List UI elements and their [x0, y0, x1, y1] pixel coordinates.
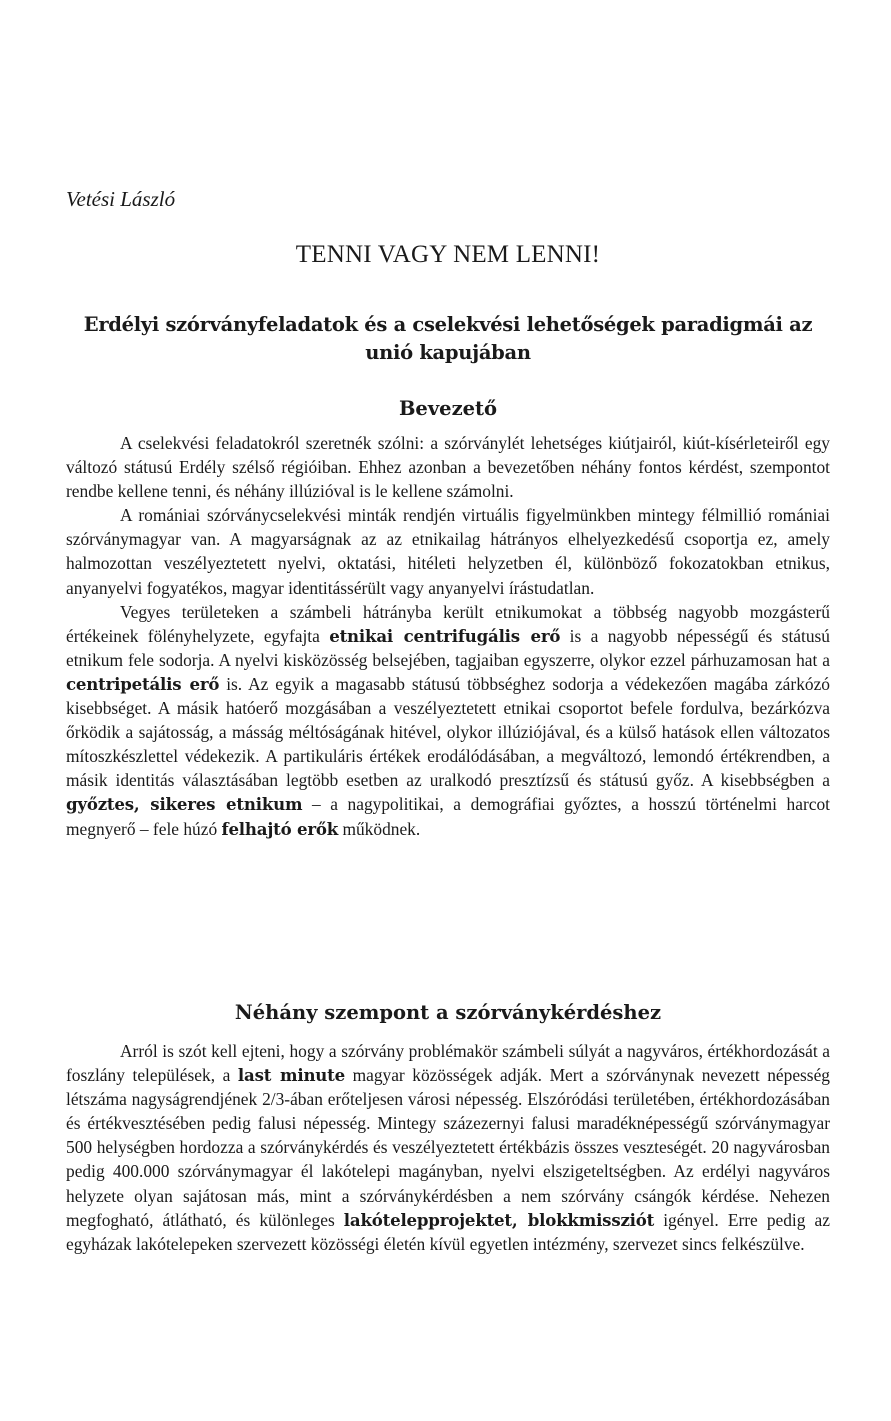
emphasized-term: last minute — [237, 1065, 345, 1086]
text-run: is. Az egyik a magasabb státusú többséghez sodorja a védekezően magába zárkózó kisebbséget. A másik hatóerő mozgásában a veszélyeztetett etnikai csoportot befele fordulva, bezárkózva őrködik a sajátosság, a másság méltóságának hitével, olykor illúziójával, és a külső hatások ellen változatos mítoszkészlettel védekezik. A partikuláris értékek erodálódásában, a megváltozó, lemondó értékrendben, a másik identitás választásában legtöbb esetben az uralkodó presztízsű és státusú győz. A kisebbségben a — [66, 673, 830, 791]
text-run: A cselekvési feladatokról szeretnék szólni: a szórványlét lehetséges kiútjairól, kiút-kísérleteiről egy változó státusú Erdély szélső régióiban. Ehhez azonban a bevezetőben néhány fontos kérdést, szempontot rendbe kellene tenni, és néhány illúzióval is le kellene számolni. — [66, 433, 830, 502]
emphasized-term: győztes, sikeres etnikum — [66, 794, 303, 815]
text-run: – a nagypolitikai, a demográfiai győztes, a hosszú történelmi harcot megnyerő – fele húzó — [66, 794, 830, 839]
text-run: igényel. Erre pedig az egyházak lakótelepeken szervezett közösségi életén kívül egyetlen intézmény, szervezet sincs felkészülve. — [66, 1209, 830, 1254]
author-name: Vetési László — [66, 187, 176, 211]
emphasized-term: lakótelepprojektet, blokkmissziót — [343, 1209, 655, 1230]
text-run: Vegyes területeken a számbeli hátrányba került etnikumokat a többség nagyobb mozgásterű értékeinek fölényhelyzete, egyfajta — [66, 601, 830, 646]
text-run: is a nagyobb népességű és státusú etnikum fele sodorja. A nyelvi kisközösség belsejében, tagjaiban egyszerre, olykor ezzel párhuzamosan hat a — [66, 625, 830, 670]
text-run: magyar közösségek adják. Mert a szórványnak nevezett népesség létszáma nagyságrendjének 2/3-ában erőteljesen városi népesség. Elszóródási területében, értékhordozásában és értékvesztésében pedig falusi népesség. Mintegy százezernyi falusi maradéknépességű szórványmagyar 500 helységben hordozza a szórványkérdés és veszélyeztetett értékbázis összes veszteségét. 20 nagyvárosban pedig 400.000 szórványmagyar él lakótelepi magányban, nyelvi elszigeteltségben. Az erdélyi nagyváros helyzete olyan sajátosan más, mint a szórványkérdésben a nem szórvány csángók kérdése. Nehezen megfogható, átlátható, és különleges — [66, 1065, 830, 1230]
emphasized-term: felhajtó erők — [221, 818, 339, 839]
paragraph — [66, 600, 830, 841]
section-heading-szempont: Néhány szempont a szórványkérdéshez — [234, 1001, 662, 1024]
section-body-bevezeto — [66, 431, 830, 841]
paragraph — [66, 431, 830, 503]
paragraph — [66, 503, 830, 599]
section-heading-bevezeto: Bevezető — [398, 397, 498, 420]
article-title: TENNI VAGY NEM LENNI! — [295, 241, 601, 268]
text-run: működnek. — [338, 818, 421, 839]
text-run: A romániai szórványcselekvési minták rendjén virtuális figyelmünkben mintegy félmillió romániai szórványmagyar van. A magyarságnak az az etnikailag hátrányos elhelyezkedésű csoportja ez, amely halmozottan veszélyeztetett nyelvi, oktatási, hitéleti helyzetben él, különböző fokozatokban etnikus, anyanyelvi fogyatékos, magyar identitássérült vagy anyanyelvi írástudatlan. — [66, 505, 830, 598]
section-body-szempont — [66, 1039, 830, 1256]
text-run: Arról is szót kell ejteni, hogy a szórvány problémakör számbeli súlyát a nagyváros, értékhordozását a foszlány települések, a — [66, 1041, 830, 1086]
article-subtitle: Erdélyi szórványfeladatok és a cselekvési lehetőségek paradigmái az unió kapujában — [83, 313, 813, 364]
emphasized-term: centripetális erő — [66, 673, 220, 694]
paragraph — [66, 1039, 830, 1256]
emphasized-term: etnikai centrifugális erő — [329, 625, 561, 646]
